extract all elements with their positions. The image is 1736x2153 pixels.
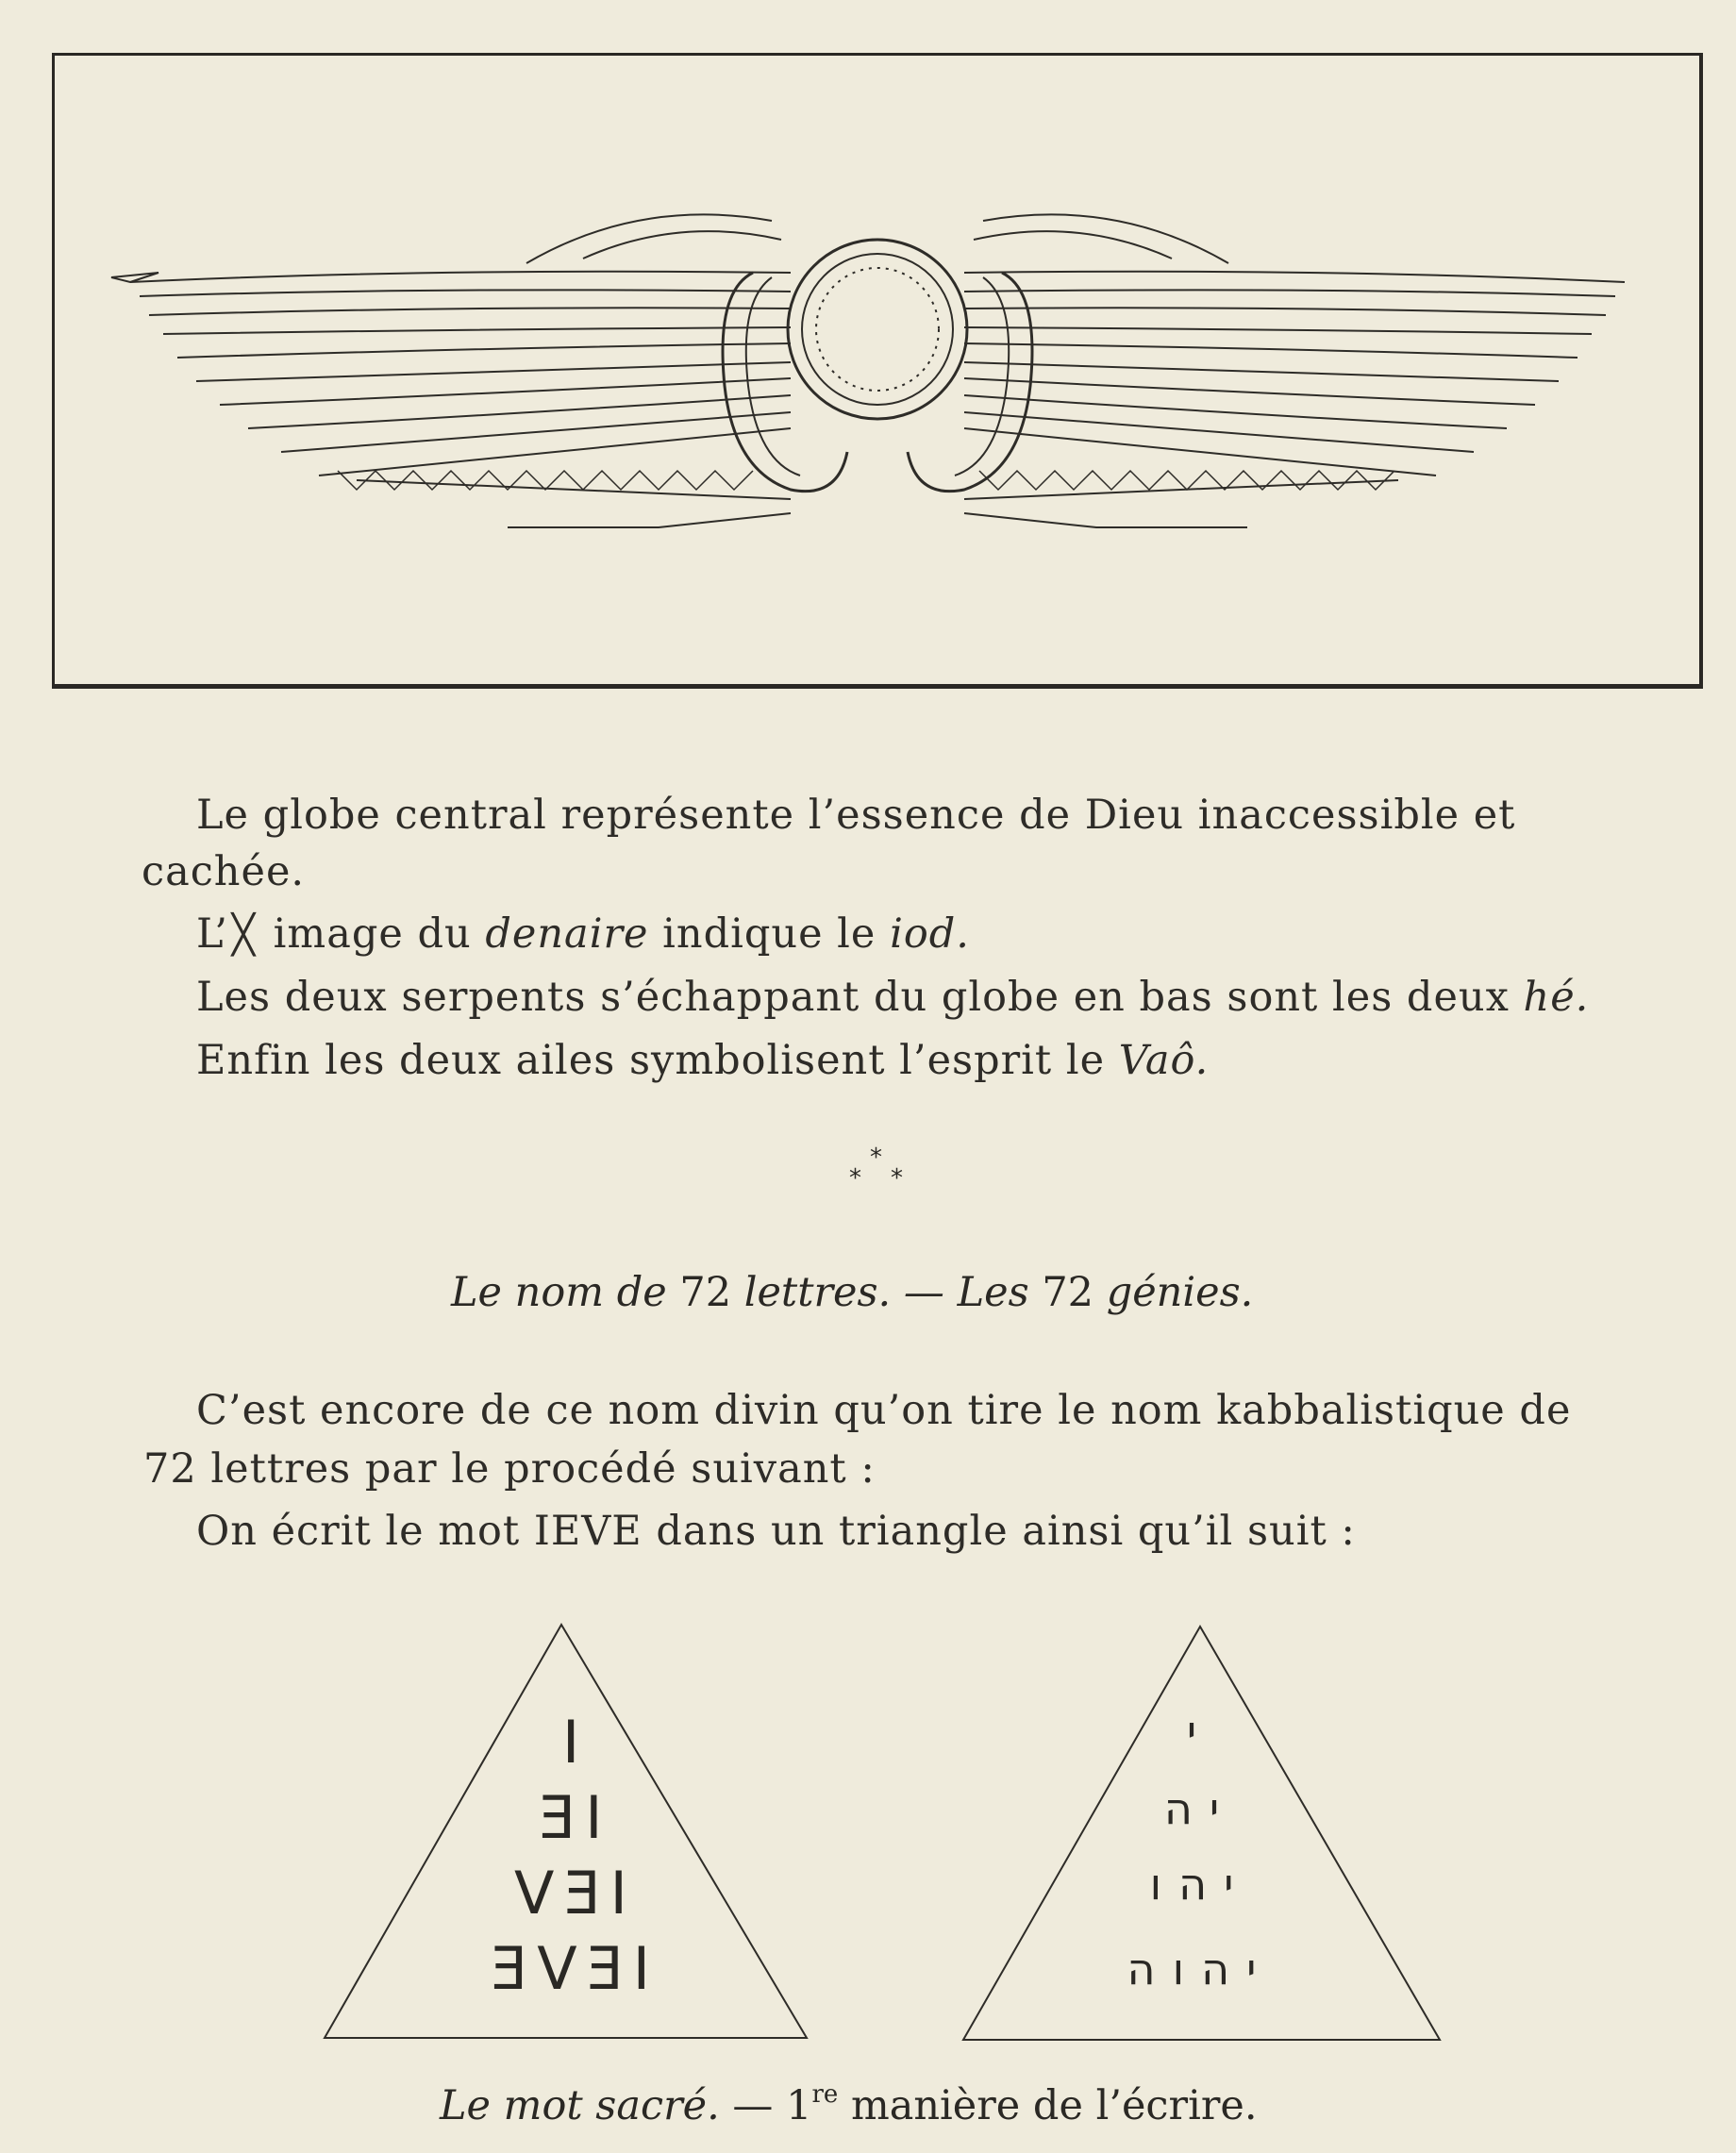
asterism-separator: [838, 1143, 913, 1200]
heading-part-1: Le nom de: [451, 1269, 680, 1316]
triangle-latin-row-2: IE: [529, 1783, 603, 1852]
paragraph-1-line-1: Le globe central représente l’essence de Dieu inaccessible et: [196, 792, 1516, 839]
star-left: *: [849, 1164, 861, 1193]
paragraph-2: [196, 906, 970, 963]
paragraph-2-middle-2: indique le: [648, 910, 891, 958]
paragraph-2-middle: image du: [259, 910, 486, 958]
triangle-hebrew-row-4: יהוה: [1127, 1944, 1274, 1994]
paragraph-2-prefix: L’: [196, 910, 228, 958]
figure-caption: [440, 2066, 1258, 2134]
triangle-latin-row-1: I: [552, 1708, 580, 1777]
triangle-hebrew-row-3: יהו: [1149, 1859, 1251, 1910]
paragraph-4-vao: Vaô.: [1118, 1037, 1210, 1084]
paragraph-3-text: Les deux serpents s’échappant du globe en bas sont les deux: [196, 974, 1524, 1021]
heading-part-3: génies.: [1093, 1269, 1254, 1316]
caption-num: 1: [786, 2082, 812, 2129]
triangle-hebrew-row-2: יה: [1163, 1783, 1237, 1834]
paragraph-5-line-2: 72 lettres par le procédé suivant :: [143, 1445, 876, 1493]
star-right: *: [891, 1164, 903, 1193]
heading-part-2: lettres. — Les: [731, 1269, 1043, 1316]
caption-sup: re: [811, 2080, 839, 2109]
triangle-hebrew-row-1: י: [1186, 1706, 1214, 1757]
paragraph-3-he: hé.: [1523, 974, 1590, 1021]
figure-frame: [52, 53, 1703, 689]
denaire-cross-icon: ╳: [231, 913, 257, 957]
paragraph-2-denaire: denaire: [485, 910, 649, 958]
section-heading: [451, 1264, 1253, 1321]
paragraph-1-line-2: cachée.: [142, 848, 306, 895]
paragraph-4: [196, 1032, 1209, 1089]
star-top: *: [870, 1143, 882, 1172]
caption-italic: Le mot sacré.: [440, 2082, 720, 2129]
heading-num-1: 72: [679, 1269, 732, 1316]
paragraph-3: [196, 969, 1589, 1026]
caption-rest: manière de l’écrire.: [838, 2082, 1258, 2129]
triangle-latin-row-3: IEV: [505, 1859, 627, 1928]
triangle-latin-row-4: IEVE: [481, 1934, 651, 2003]
paragraph-5-line-1: C’est encore de ce nom divin qu’on tire le nom kabbalistique de: [196, 1387, 1572, 1434]
winged-globe-icon: [55, 56, 1700, 686]
heading-num-2: 72: [1042, 1269, 1094, 1316]
paragraph-4-text: Enfin les deux ailes symbolisent l’esprit le: [196, 1037, 1119, 1084]
caption-dash: —: [719, 2082, 787, 2129]
paragraph-2-iod: iod.: [890, 910, 970, 958]
paragraph-6: On écrit le mot IEVE dans un triangle ainsi qu’il suit :: [196, 1508, 1356, 1555]
